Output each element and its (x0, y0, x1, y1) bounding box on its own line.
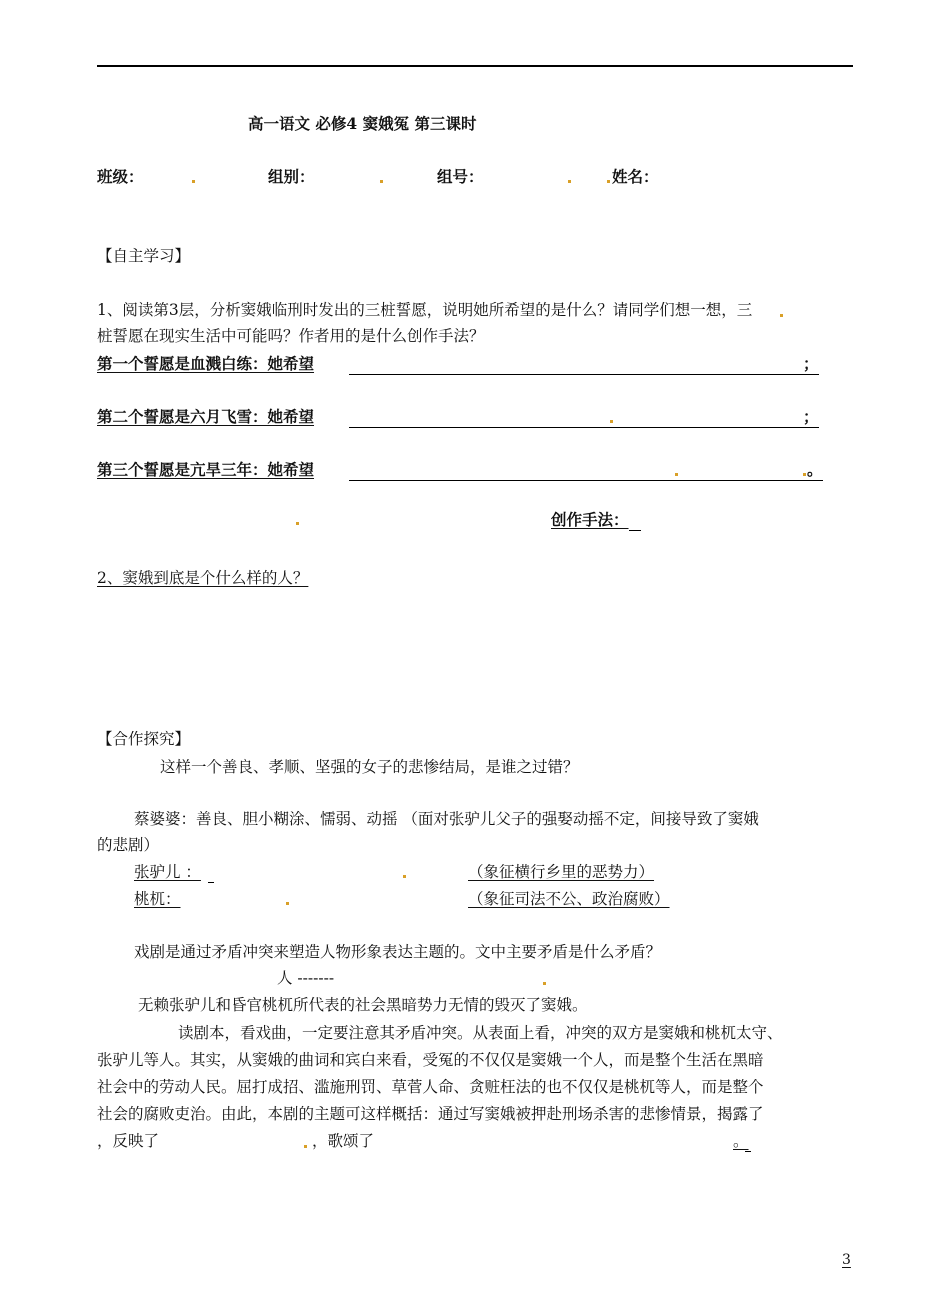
question-2: 2、窦娥到底是个什么样的人？ (97, 569, 309, 587)
theme-end: 。 (733, 1132, 749, 1150)
fill-marker (675, 473, 678, 476)
top-rule (97, 65, 853, 67)
fill-marker (192, 180, 195, 183)
section-heading-self-study: 【自主学习】 (97, 247, 191, 265)
fill-marker (403, 875, 406, 878)
conflict-summary: 无赖张驴儿和昏官桃杌所代表的社会黑暗势力无情的毁灭了窦娥。 (138, 996, 588, 1014)
section-heading-cooperative-inquiry: 【合作探究】 (97, 730, 191, 748)
vow-1-prompt: 第一个誓愿是血溅白练：她希望 (97, 354, 315, 373)
cai-popo-line-2: 的悲剧） (97, 836, 160, 854)
paragraph-line-3: 社会中的劳动人民。屈打成招、滥施刑罚、草菅人命、贪赃枉法的也不仅仅是桃杌等人，而是整个 (97, 1078, 764, 1096)
answer-blank (745, 1151, 751, 1152)
vow-3-end: 。 (807, 460, 823, 479)
fill-marker (380, 180, 383, 183)
inquiry-question: 这样一个善良、孝顺、坚强的女子的悲惨结局，是谁之过错？ (160, 758, 579, 776)
conflict-answer: 人 ------- (277, 969, 335, 987)
theme-reflects-label: ，反映了 (97, 1132, 160, 1150)
answer-blank (349, 427, 819, 428)
fill-marker (286, 902, 289, 905)
page-title: 高一语文 必修4 窦娥冤 第三课时 (248, 114, 477, 133)
theme-praises-label: ，歌颂了 (312, 1132, 375, 1150)
name-label: 姓名： (612, 167, 659, 186)
cai-popo-line-1: 蔡婆婆：善良、胆小糊涂、懦弱、动摇 （面对张驴儿父子的强娶动摇不定，间接导致了窦娥 (134, 810, 759, 828)
paragraph-line-1: 读剧本，看戏曲，一定要注意其矛盾冲突。从表面上看，冲突的双方是窦娥和桃杌太守、 (178, 1024, 783, 1042)
fill-marker (803, 473, 806, 476)
vow-2-prompt: 第二个誓愿是六月飞雪：她希望 (97, 407, 315, 426)
vow-3-prompt: 第三个誓愿是亢旱三年：她希望 (97, 460, 315, 479)
creative-method-label: 创作手法： (551, 510, 629, 529)
question-1-line-1: 1、阅读第3层，分析窦娥临刑时发出的三桩誓愿，说明她所希望的是什么？请同学们想一想，三 (97, 301, 753, 319)
fill-marker (296, 522, 299, 525)
zhang-lver-note: （象征横行乡里的恶势力） (468, 863, 655, 881)
group-number-label: 组号： (437, 167, 484, 186)
tao-wu-note: （象征司法不公、政治腐败） (468, 890, 670, 908)
tao-wu-label: 桃杌： (134, 890, 181, 908)
fill-marker (610, 420, 613, 423)
paragraph-line-4: 社会的腐败吏治。由此，本剧的主题可这样概括：通过写窦娥被押赴刑场杀害的悲惨情景，揭露了 (97, 1105, 764, 1123)
question-1-line-2: 桩誓愿在现实生活中可能吗？作者用的是什么创作手法？ (97, 327, 485, 345)
paragraph-line-2: 张驴儿等人。其实，从窦娥的曲词和宾白来看，受冤的不仅仅是窦娥一个人，而是整个生活在黑暗 (97, 1051, 764, 1069)
class-label: 班级： (97, 167, 144, 186)
answer-blank (629, 530, 641, 531)
conflict-question: 戏剧是通过矛盾冲突来塑造人物形象表达主题的。文中主要矛盾是什么矛盾？ (134, 943, 662, 961)
fill-marker (568, 180, 571, 183)
vow-2-end: ； (803, 407, 819, 426)
vow-1-end: ； (803, 354, 819, 373)
fill-marker (543, 982, 546, 985)
group-label: 组别： (268, 167, 315, 186)
fill-marker (780, 314, 783, 317)
zhang-lver-label: 张驴儿 ： (134, 863, 201, 881)
answer-blank (349, 480, 823, 481)
fill-marker (304, 1145, 307, 1148)
answer-blank (349, 374, 819, 375)
fill-marker (607, 180, 610, 183)
answer-blank (208, 882, 214, 883)
page-number: 3 (842, 1252, 851, 1268)
